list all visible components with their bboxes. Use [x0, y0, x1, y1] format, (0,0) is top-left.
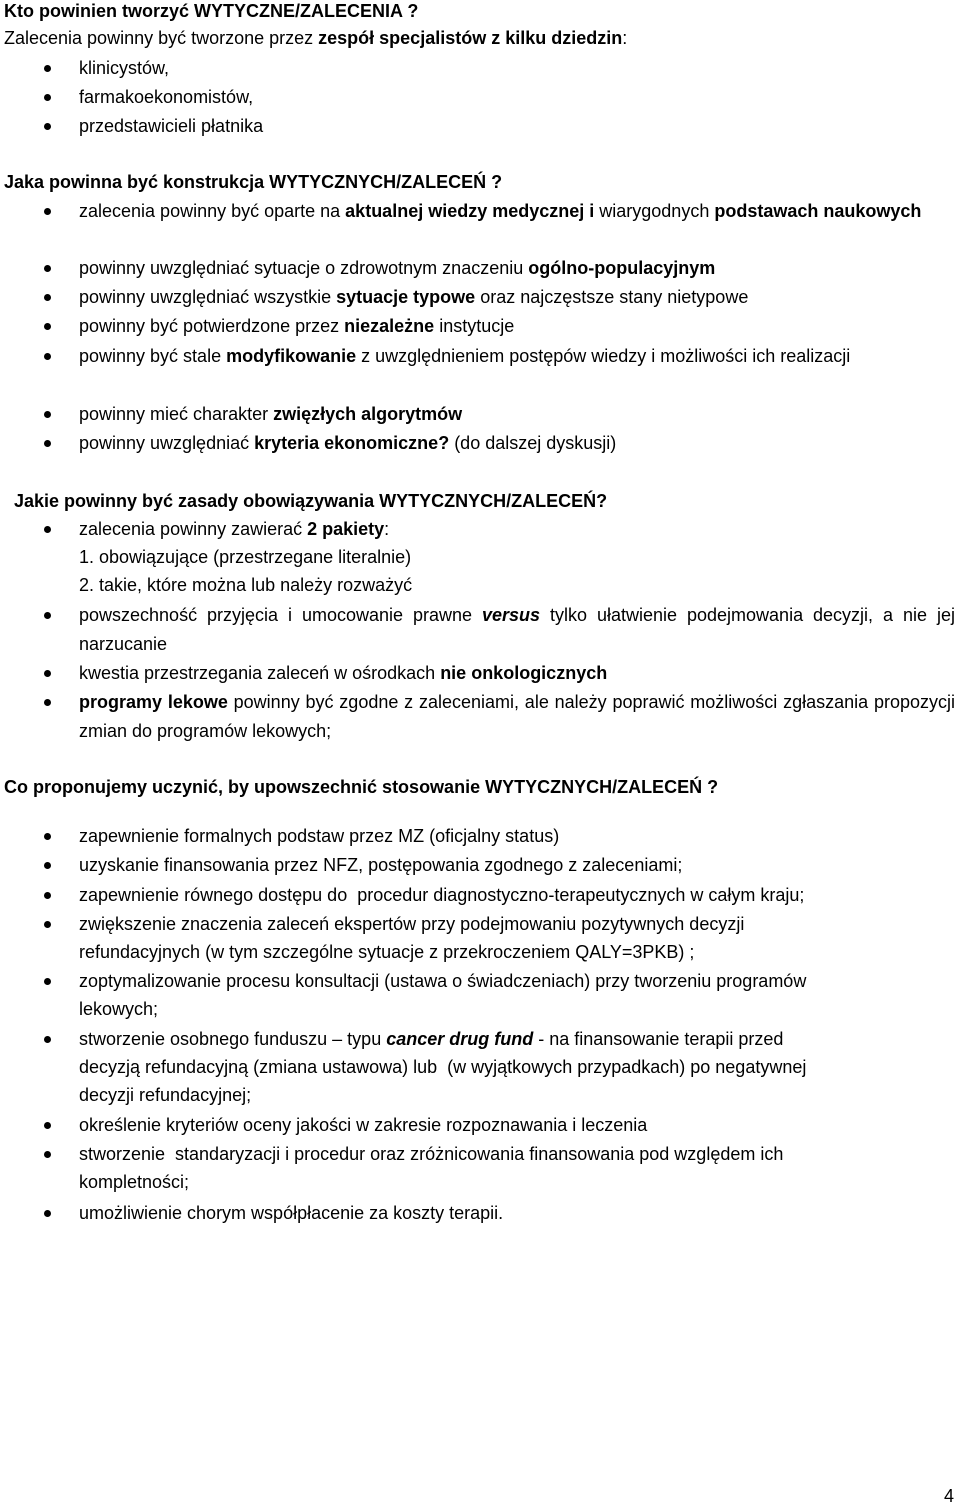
bullet-icon	[44, 892, 51, 899]
list-item-text: zalecenia powinny być oparte na aktualnej wiedzy medycznej i wiarygodnych podstawach naukowych	[79, 201, 922, 221]
bullet-icon	[44, 294, 51, 301]
list-item-text: powinny być potwierdzone przez niezależne instytucje	[79, 316, 515, 336]
list-item-text: powinny mieć charakter zwięzłych algorytmów	[79, 404, 463, 424]
list-item-text: powinny być stale modyfikowanie z uwzględnieniem postępów wiedzy i możliwości ich realizacji	[79, 346, 851, 366]
section-2-heading: Jaka powinna być konstrukcja WYTYCZNYCH/ZALECEŃ ?	[4, 172, 503, 192]
bullet-icon	[44, 65, 51, 72]
bullet-icon	[44, 612, 51, 619]
list-item-text: powinny uwzględniać sytuacje o zdrowotnym znaczeniu ogólno-populacyjnym	[79, 258, 716, 278]
list-item-text: zalecenia powinny zawierać 2 pakiety:	[79, 519, 390, 539]
list-item-text-continued: decyzji refundacyjnej;	[79, 1085, 252, 1105]
bullet-icon	[44, 208, 51, 215]
bullet-icon	[44, 1151, 51, 1158]
bullet-icon	[44, 978, 51, 985]
bullet-icon	[44, 411, 51, 418]
bullet-icon	[44, 440, 51, 447]
list-item-text: programy lekowe powinny być zgodne z zaleceniami, ale należy poprawić możliwości zgłaszania propozycji zmian do programów lekowych;	[79, 692, 955, 741]
bullet-icon	[44, 1122, 51, 1129]
bullet-icon	[44, 123, 51, 130]
bullet-icon	[44, 921, 51, 928]
list-item-text: klinicystów,	[79, 58, 170, 78]
bullet-icon	[44, 699, 51, 706]
list-item-text: farmakoekonomistów,	[79, 87, 254, 107]
numbered-item-text: 2. takie, które można lub należy rozważyć	[79, 575, 413, 595]
list-item-text: zapewnienie równego dostępu do procedur diagnostyczno-terapeutycznych w całym kraju;	[79, 885, 805, 905]
list-item-text: kwestia przestrzegania zaleceń w ośrodkach nie onkologicznych	[79, 663, 608, 683]
list-item-text: przedstawicieli płatnika	[79, 116, 264, 136]
list-item-text: stworzenie osobnego funduszu – typu cancer drug fund - na finansowanie terapii przed	[79, 1029, 784, 1049]
bullet-icon	[44, 833, 51, 840]
section-4-heading: Co proponujemy uczynić, by upowszechnić stosowanie WYTYCZNYCH/ZALECEŃ ?	[4, 777, 719, 797]
bullet-icon	[44, 526, 51, 533]
page-number: 4	[943, 1486, 954, 1506]
list-item-text-continued: lekowych;	[79, 999, 159, 1019]
intro-bold: zespół specjalistów z kilku dziedzin	[318, 28, 623, 48]
list-item-text: umożliwienie chorym współpłacenie za koszty terapii.	[79, 1203, 504, 1223]
section-1-intro	[4, 27, 627, 49]
list-item-text-continued: kompletności;	[79, 1172, 190, 1192]
list-item-text-continued: decyzją refundacyjną (zmiana ustawowa) lub (w wyjątkowych przypadkach) po negatywnej	[79, 1057, 807, 1077]
list-item-text: zwiększenie znaczenia zaleceń ekspertów przy podejmowaniu pozytywnych decyzji	[79, 914, 745, 934]
list-item-text: zapewnienie formalnych podstaw przez MZ (oficjalny status)	[79, 826, 560, 846]
intro-colon: :	[622, 28, 628, 48]
list-item-text-continued: refundacyjnych (w tym szczególne sytuacje z przekroczeniem QALY=3PKB) ;	[79, 942, 695, 962]
bullet-icon	[44, 94, 51, 101]
intro-text: Zalecenia powinny być tworzone przez	[4, 28, 319, 48]
bullet-icon	[44, 862, 51, 869]
section-1-heading: Kto powinien tworzyć WYTYCZNE/ZALECENIA ?	[4, 1, 419, 21]
bullet-icon	[44, 265, 51, 272]
list-item-text: powinny uwzględniać kryteria ekonomiczne? (do dalszej dyskusji)	[79, 433, 617, 453]
bullet-icon	[44, 323, 51, 330]
section-3-heading: Jakie powinny być zasady obowiązywania WYTYCZNYCH/ZALECEŃ?	[14, 491, 608, 511]
bullet-icon	[44, 1036, 51, 1043]
list-item-text: uzyskanie finansowania przez NFZ, postępowania zgodnego z zaleceniami;	[79, 855, 683, 875]
list-item-text: stworzenie standaryzacji i procedur oraz zróżnicowania finansowania pod względem ich	[79, 1144, 784, 1164]
numbered-item-text: 1. obowiązujące (przestrzegane literalnie)	[79, 547, 412, 567]
bullet-icon	[44, 353, 51, 360]
list-item-text: powszechność przyjęcia i umocowanie prawne versus tylko ułatwienie podejmowania decyzji, a nie jej narzucanie	[79, 605, 955, 654]
list-item-text: powinny uwzględniać wszystkie sytuacje typowe oraz najczęstsze stany nietypowe	[79, 287, 749, 307]
list-item-text: zoptymalizowanie procesu konsultacji (ustawa o świadczeniach) przy tworzeniu programów	[79, 971, 807, 991]
bullet-icon	[44, 670, 51, 677]
list-item-text: określenie kryteriów oceny jakości w zakresie rozpoznawania i leczenia	[79, 1115, 648, 1135]
bullet-icon	[44, 1210, 51, 1217]
